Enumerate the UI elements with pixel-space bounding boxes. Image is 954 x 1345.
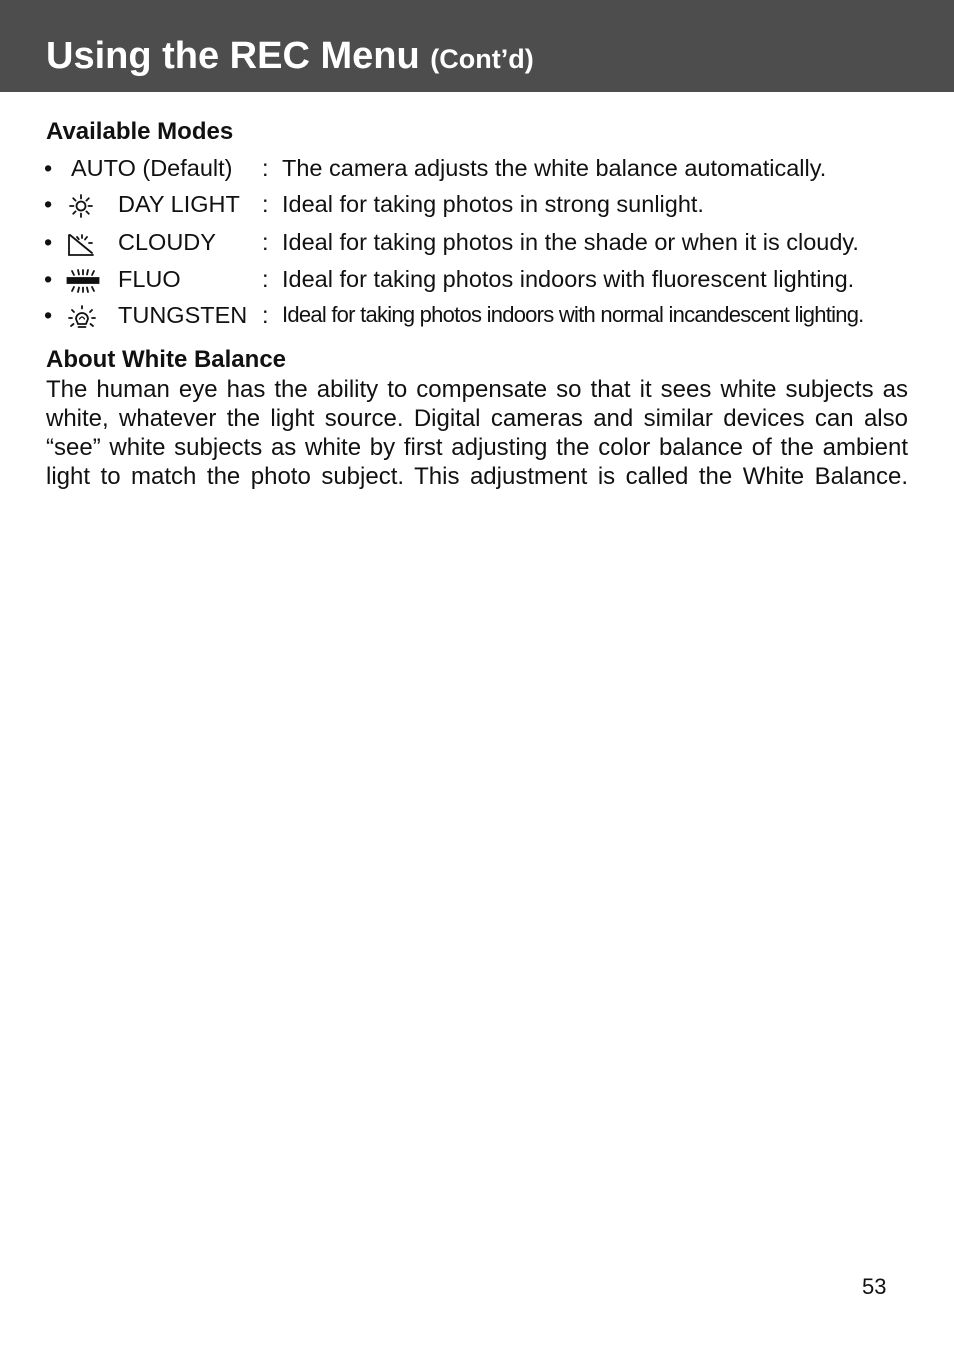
tungsten-bulb-icon — [66, 304, 98, 328]
page-title-main: Using the REC Menu — [46, 35, 420, 77]
sun-icon — [66, 193, 98, 217]
page-number: 53 — [862, 1274, 887, 1299]
mode-name: CLOUDY — [118, 229, 216, 255]
separator: : — [262, 155, 269, 181]
mode-item-cloudy — [0, 225, 954, 259]
mode-name: DAY LIGHT — [118, 191, 240, 217]
mode-item-auto — [0, 151, 954, 185]
page-title — [46, 34, 534, 81]
paragraph-line: The human eye has the ability to compensate so that it sees white subjects as — [46, 376, 908, 403]
mode-name: FLUO — [118, 266, 181, 292]
separator: : — [262, 302, 269, 328]
separator: : — [262, 191, 269, 217]
separator: : — [262, 266, 269, 292]
about-white-balance-paragraph — [46, 375, 908, 491]
paragraph-line: light to match the photo subject. This adjustment is called the White Balance. — [46, 463, 908, 490]
paragraph-line: “see” white subjects as white by first adjusting the color balance of the ambient — [46, 434, 908, 461]
about-white-balance-heading: About White Balance — [46, 346, 287, 373]
bullet: • — [44, 155, 53, 181]
mode-item-daylight — [0, 187, 954, 221]
page-title-subtitle: (Cont’d) — [430, 44, 534, 74]
bullet: • — [44, 229, 53, 255]
mode-description: The camera adjusts the white balance automatically. — [282, 155, 827, 181]
mode-description: Ideal for taking photos indoors with normal incandescent lighting. — [282, 302, 864, 327]
mode-description: Ideal for taking photos in strong sunlight. — [282, 191, 704, 217]
header-bar — [0, 0, 954, 92]
bullet: • — [44, 266, 53, 292]
fluorescent-icon — [66, 268, 98, 292]
mode-item-fluo — [0, 262, 954, 296]
mode-description: Ideal for taking photos in the shade or when it is cloudy. — [282, 229, 859, 255]
mode-description: Ideal for taking photos indoors with fluorescent lighting. — [282, 266, 855, 292]
cloudy-icon — [66, 231, 98, 255]
paragraph-line: white, whatever the light source. Digital cameras and similar devices can also — [46, 405, 908, 432]
mode-name: TUNGSTEN — [118, 302, 248, 328]
bullet: • — [44, 191, 53, 217]
bullet: • — [44, 302, 53, 328]
mode-name: AUTO (Default) — [71, 155, 233, 181]
separator: : — [262, 229, 269, 255]
available-modes-heading: Available Modes — [46, 118, 234, 145]
mode-item-tungsten — [0, 298, 954, 332]
